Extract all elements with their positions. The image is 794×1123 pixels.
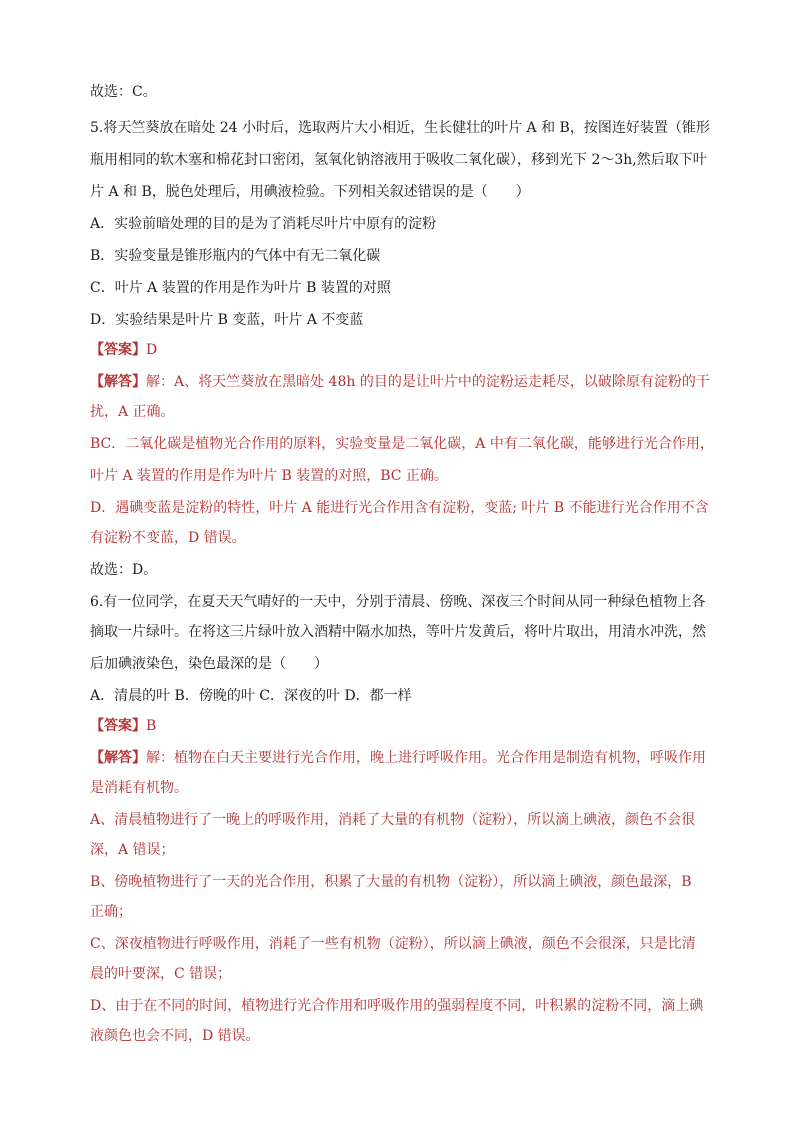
q5-analysis-tag: 【解答】 [90, 374, 146, 390]
q6-answer-tag: 【答案】 [90, 718, 146, 734]
q5-answer-value: D [146, 342, 158, 358]
q6-analysis-line-3: A、清晨植物进行了一晚上的呼吸作用，消耗了大量的有机物（淀粉），所以滴上碘液，颜色不会很 [90, 812, 696, 828]
q6-answer-value: B [146, 718, 157, 734]
q5-option-b: B．实验变量是锥形瓶内的气体中有无二氧化碳 [90, 248, 381, 264]
q6-answer [90, 716, 156, 736]
q6-options: A．清晨的叶 B．傍晚的叶 C．深夜的叶 D．都一样 [90, 688, 412, 704]
q5-analysis-line-2: 扰，A 正确。 [90, 404, 175, 420]
q5-option-d: D．实验结果是叶片 B 变蓝，叶片 A 不变蓝 [90, 312, 364, 328]
q6-analysis-line-6: 正确； [90, 904, 132, 920]
q4-conclusion: 故选：C。 [90, 84, 157, 100]
q6-analysis-line-1 [90, 748, 706, 768]
q5-analysis-line-5: D．遇碘变蓝是淀粉的特性，叶片 A 能进行光合作用含有淀粉，变蓝; 叶片 B 不能进行光合作用不含 [90, 500, 709, 516]
q5-analysis-line-6: 有淀粉不变蓝，D 错误。 [90, 530, 246, 546]
q6-analysis-line-5: B、傍晚植物进行了一天的光合作用，积累了大量的有机物（淀粉），所以滴上碘液，颜色最深，B [90, 874, 692, 890]
q5-answer [90, 340, 157, 360]
q6-analysis-text-1: 解：植物在白天主要进行光合作用，晚上进行呼吸作用。光合作用是制造有机物，呼吸作用 [146, 750, 706, 766]
q5-option-a: A．实验前暗处理的目的是为了消耗尽叶片中原有的淀粉 [90, 216, 437, 232]
q6-analysis-line-2: 是消耗有机物。 [90, 780, 188, 796]
q6-analysis-tag: 【解答】 [90, 750, 146, 766]
q6-stem-line-2: 摘取一片绿叶。在将这三片绿叶放入酒精中隔水加热，等叶片发黄后，将叶片取出，用清水冲洗，然 [90, 624, 706, 640]
q5-analysis-line-3: BC．二氧化碳是植物光合作用的原料，实验变量是二氧化碳，A 中有二氧化碳，能够进行光合作用， [90, 436, 714, 452]
q5-conclusion: 故选：D。 [90, 562, 158, 578]
q6-stem-line-3: 后加碘液染色，染色最深的是（ ） [90, 656, 328, 672]
q6-analysis-line-10: 液颜色也会不同，D 错误。 [90, 1028, 260, 1044]
q6-analysis-line-7: C、深夜植物进行呼吸作用，消耗了一些有机物（淀粉），所以滴上碘液，颜色不会很深，只是比清 [90, 936, 696, 952]
q5-answer-tag: 【答案】 [90, 342, 146, 358]
q6-analysis-line-9: D、由于在不同的时间，植物进行光合作用和呼吸作用的强弱程度不同，叶积累的淀粉不同，滴上碘 [90, 998, 704, 1014]
q5-analysis-line-4: 叶片 A 装置的作用是作为叶片 B 装置的对照，BC 正确。 [90, 468, 448, 484]
q6-analysis-line-4: 深，A 错误； [90, 842, 175, 858]
q5-analysis-line-1 [90, 372, 710, 392]
q6-analysis-line-8: 晨的叶要深，C 错误； [90, 966, 232, 982]
q5-stem-line-3: 片 A 和 B，脱色处理后，用碘液检验。下列相关叙述错误的是（ ） [90, 184, 530, 200]
q5-option-c: C．叶片 A 装置的作用是作为叶片 B 装置的对照 [90, 280, 391, 296]
q5-analysis-text-1: 解：A、将天竺葵放在黑暗处 48h 的目的是让叶片中的淀粉运走耗尽，以破除原有淀粉的干 [146, 374, 710, 390]
q5-stem-line-2: 瓶用相同的软木塞和棉花封口密闭，氢氧化钠溶液用于吸收二氧化碳），移到光下 2～3h,然后取下叶 [90, 152, 707, 168]
q5-stem-line-1: 5.将天竺葵放在暗处 24 小时后，选取两片大小相近，生长健壮的叶片 A 和 B，按图连好装置（锥形 [90, 120, 710, 136]
q6-stem-line-1: 6.有一位同学，在夏天天气晴好的一天中，分别于清晨、傍晚、深夜三个时间从同一种绿色植物上各 [90, 594, 706, 610]
